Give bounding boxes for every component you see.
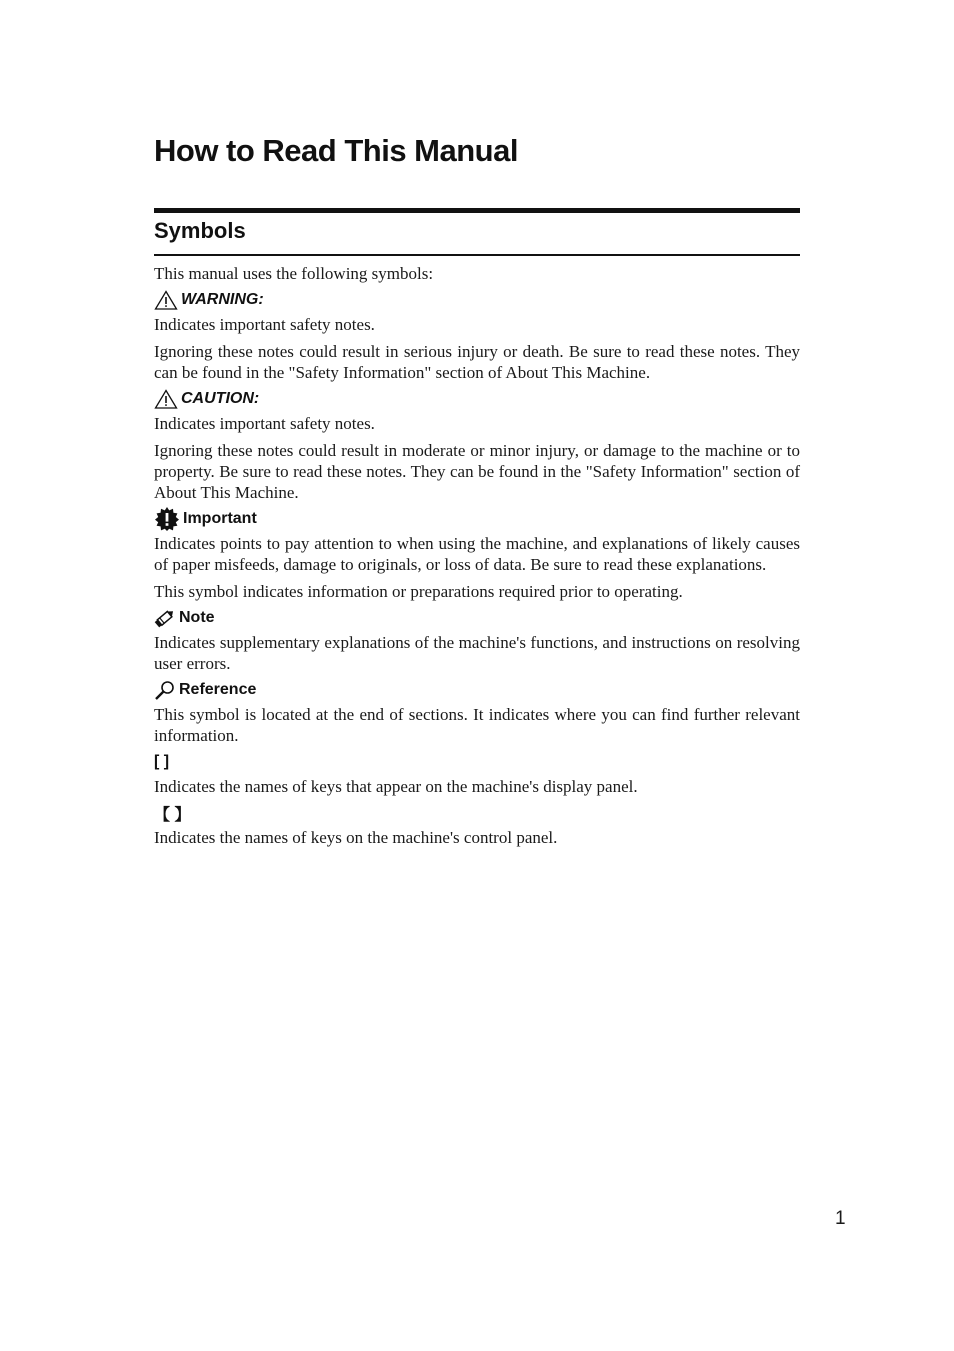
brackets-description: Indicates the names of keys that appear on the machine's display panel. (154, 777, 638, 796)
warning-detail: Ignoring these notes could result in serious injury or death. Be sure to read these notes. They can be found in the "Safety Information" section of About This Machine. (154, 342, 800, 382)
section-title: Symbols (154, 218, 246, 243)
important-heading (154, 509, 800, 529)
title-divider (154, 208, 800, 213)
caution-description: Indicates important safety notes. (154, 414, 375, 433)
reference-label: Reference (179, 681, 257, 698)
intro-text: This manual uses the following symbols: (154, 264, 434, 283)
magnifier-icon (154, 680, 176, 700)
brackets-heading (154, 752, 800, 772)
caution-heading (154, 389, 800, 409)
pencil-icon (154, 608, 176, 628)
brackets-label: [ ] (154, 753, 170, 770)
note-heading (154, 608, 800, 628)
page-number: 1 (835, 1208, 846, 1229)
reference-heading (154, 680, 800, 700)
important-label: Important (183, 510, 257, 527)
reference-description: This symbol is located at the end of sections. It indicates where you can find further relevant information. (154, 705, 800, 745)
warning-label: WARNING: (181, 291, 264, 308)
note-label: Note (179, 609, 215, 626)
caution-detail: Ignoring these notes could result in moderate or minor injury, or damage to the machine or to property. Be sure to read these notes. They can be found in the "Safety Information" section of About This Machine. (154, 441, 800, 502)
important-badge-icon (154, 507, 180, 531)
note-description: Indicates supplementary explanations of the machine's functions, and instructions on resolving user errors. (154, 633, 800, 673)
important-detail: This symbol indicates information or preparations required prior to operating. (154, 582, 683, 601)
section-divider (154, 254, 800, 256)
symbols-content (154, 263, 800, 854)
caution-label: CAUTION: (181, 390, 260, 407)
warning-description: Indicates important safety notes. (154, 315, 375, 334)
warning-heading (154, 290, 800, 310)
warning-triangle-icon (154, 290, 178, 310)
lenticular-brackets-heading (154, 803, 800, 823)
important-description: Indicates points to pay attention to when using the machine, and explanations of likely causes of paper misfeeds, damage to originals, or loss of data. Be sure to read these explanations. (154, 534, 800, 574)
page-title: How to Read This Manual (154, 133, 518, 168)
lenticular-brackets-label: 【 】 (154, 806, 191, 824)
caution-triangle-icon (154, 389, 178, 409)
lenticular-brackets-description: Indicates the names of keys on the machine's control panel. (154, 828, 558, 847)
